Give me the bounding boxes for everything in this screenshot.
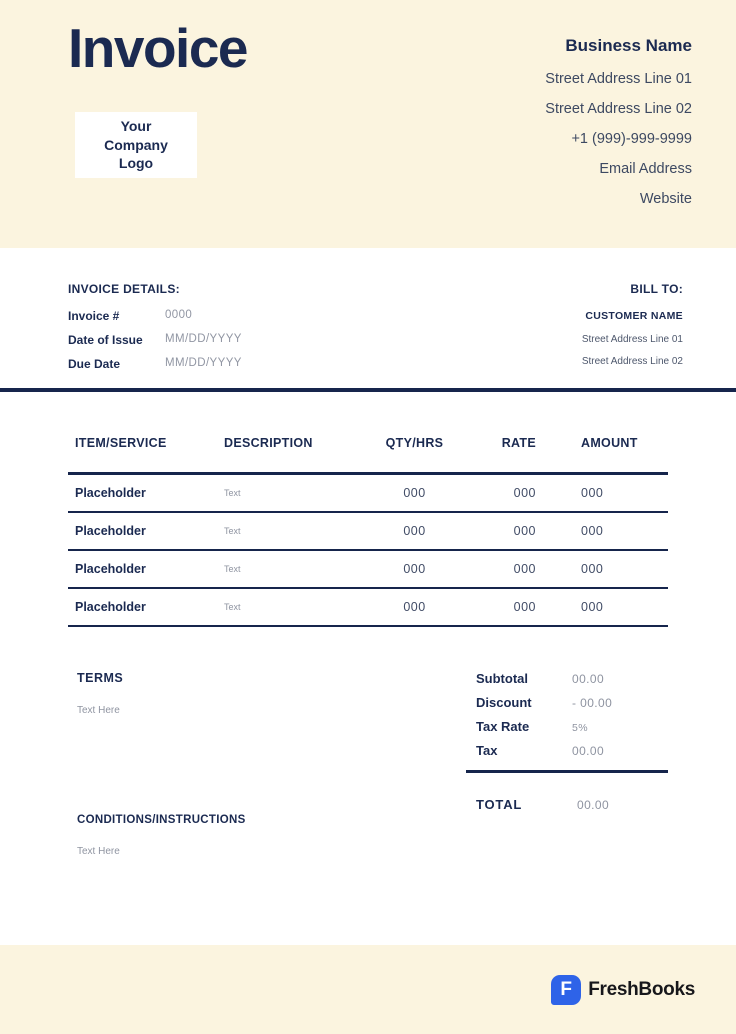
customer-name: CUSTOMER NAME <box>585 310 683 322</box>
tax-row <box>466 743 668 758</box>
tax-rate-value: 5% <box>572 722 588 734</box>
bill-to-heading: BILL TO: <box>630 282 683 296</box>
business-info <box>545 0 692 248</box>
details-band <box>0 248 736 388</box>
discount-label: Discount <box>476 695 532 710</box>
page-footer <box>0 945 736 1034</box>
page-title: Invoice <box>68 17 248 79</box>
freshbooks-logo-icon <box>551 975 581 1005</box>
grand-total-value: 00.00 <box>577 798 610 812</box>
qty-cell: 000 <box>403 562 426 576</box>
column-header-amount: AMOUNT <box>581 436 638 450</box>
qty-cell: 000 <box>403 486 426 500</box>
invoice-details-heading: INVOICE DETAILS: <box>68 282 180 296</box>
company-logo-text: Your Company Logo <box>104 117 168 172</box>
table-row <box>68 475 668 513</box>
description-cell: Text <box>224 564 241 574</box>
description-cell: Text <box>224 526 241 536</box>
invoice-details-block <box>68 282 242 388</box>
table-row <box>68 589 668 627</box>
rate-cell: 000 <box>513 562 536 576</box>
due-date-row <box>68 357 242 371</box>
grand-total-label: TOTAL <box>476 797 523 812</box>
item-cell: Placeholder <box>75 524 146 538</box>
invoice-number-row <box>68 309 242 323</box>
discount-row <box>466 695 668 710</box>
business-email: Email Address <box>599 161 692 177</box>
date-of-issue-row <box>68 333 242 347</box>
amount-cell: 000 <box>581 486 604 500</box>
business-website: Website <box>639 191 692 207</box>
invoice-number-value: 0000 <box>165 309 193 321</box>
item-cell: Placeholder <box>75 486 146 500</box>
due-date-label: Due Date <box>68 357 121 371</box>
conditions-text: Text Here <box>77 846 120 857</box>
total-divider <box>466 770 668 773</box>
freshbooks-logo-letter: F <box>560 978 572 1000</box>
column-header-qty-hrs: QTY/HRS <box>385 436 444 450</box>
table-row <box>68 513 668 551</box>
rate-cell: 000 <box>513 524 536 538</box>
date-of-issue-label: Date of Issue <box>68 333 143 347</box>
bill-to-block <box>582 282 692 388</box>
terms-heading: TERMS <box>77 671 124 685</box>
subtotal-label: Subtotal <box>476 671 528 686</box>
table-body <box>68 472 668 627</box>
customer-address-line-2: Street Address Line 02 <box>581 356 683 367</box>
qty-cell: 000 <box>403 524 426 538</box>
summary-section <box>0 671 736 857</box>
amount-cell: 000 <box>581 562 604 576</box>
business-address-line-2: Street Address Line 02 <box>545 101 692 117</box>
invoice-header <box>0 0 736 248</box>
terms-text: Text Here <box>77 705 120 716</box>
table-row <box>68 551 668 589</box>
rate-cell: 000 <box>513 486 536 500</box>
column-header-rate: RATE <box>501 436 536 450</box>
description-cell: Text <box>224 488 241 498</box>
description-cell: Text <box>224 602 241 612</box>
table-header-row <box>68 436 668 450</box>
line-items-table <box>0 436 736 627</box>
customer-address-line-1: Street Address Line 01 <box>581 334 683 345</box>
column-header-description: DESCRIPTION <box>224 436 313 450</box>
tax-label: Tax <box>476 743 498 758</box>
conditions-heading: CONDITIONS/INSTRUCTIONS <box>77 814 246 826</box>
amount-cell: 000 <box>581 524 604 538</box>
grand-total-row <box>466 797 668 812</box>
business-address-line-1: Street Address Line 01 <box>545 71 692 87</box>
subtotal-row <box>466 671 668 686</box>
header-left <box>68 0 247 248</box>
amount-cell: 000 <box>581 600 604 614</box>
terms-and-conditions <box>68 671 246 857</box>
section-divider <box>0 388 736 392</box>
invoice-number-label: Invoice # <box>68 309 120 323</box>
item-cell: Placeholder <box>75 562 146 576</box>
date-of-issue-value: MM/DD/YYYY <box>165 333 242 345</box>
business-name: Business Name <box>565 36 692 55</box>
due-date-value: MM/DD/YYYY <box>165 357 242 369</box>
company-logo-placeholder <box>75 112 197 178</box>
freshbooks-brand <box>551 975 695 1005</box>
freshbooks-brand-name: FreshBooks <box>588 978 695 1000</box>
item-cell: Placeholder <box>75 600 146 614</box>
rate-cell: 000 <box>513 600 536 614</box>
qty-cell: 000 <box>403 600 426 614</box>
tax-value: 00.00 <box>572 744 605 758</box>
discount-value: - 00.00 <box>572 696 613 710</box>
tax-rate-label: Tax Rate <box>476 719 530 734</box>
subtotal-value: 00.00 <box>572 672 605 686</box>
totals-block <box>466 671 668 857</box>
column-header-item-service: ITEM/SERVICE <box>75 436 167 450</box>
business-phone: +1 (999)-999-9999 <box>571 131 692 147</box>
tax-rate-row <box>466 719 668 734</box>
